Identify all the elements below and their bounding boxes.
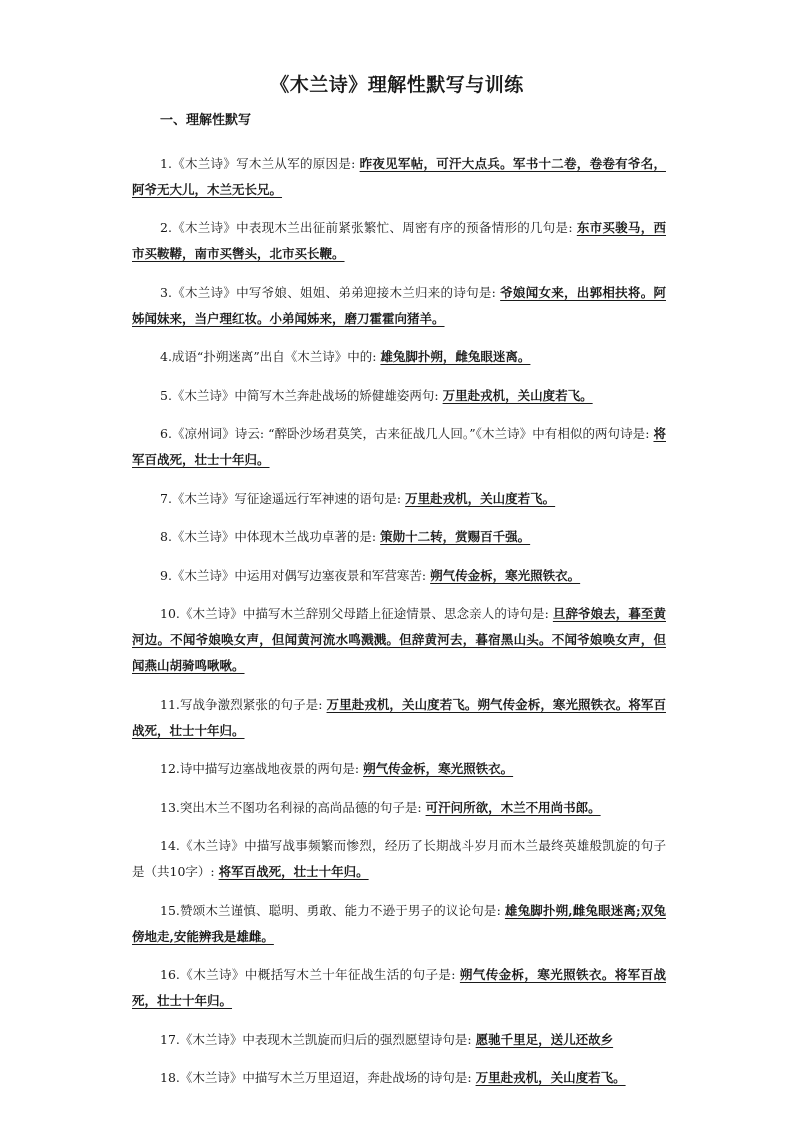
question-item [132, 524, 666, 550]
answer-text: 朔气传金柝，寒光照铁衣。 [363, 761, 514, 776]
answer-text: 将军百战死，壮士十年归。 [218, 864, 369, 879]
question-text: 3.《木兰诗》中写爷娘、姐姐、弟弟迎接木兰归来的诗句是: [160, 284, 501, 300]
question-text: 14.《木兰诗》中描写战事频繁而惨烈，经历了长期战斗岁月而木兰最终英雄般凯旋的句子是（共10字）: [132, 838, 666, 879]
question-text: 7.《木兰诗》写征途遥远行军神速的语句是: [160, 490, 406, 506]
question-item [132, 486, 666, 512]
answer-text: 雄兔脚扑朔，雌兔眼迷离。 [380, 349, 531, 364]
question-item [132, 1027, 666, 1053]
question-item [132, 756, 666, 782]
question-text: 11.写战争激烈紧张的句子是: [160, 696, 327, 712]
question-item [132, 280, 666, 332]
question-text: 1.《木兰诗》写木兰从军的原因是: [160, 155, 360, 171]
answer-text: 朔气传金柝，寒光照铁衣。将军百战死，壮士十年归。 [132, 967, 666, 1008]
answer-text: 可汗问所欲，木兰不用尚书郎。 [425, 799, 601, 815]
question-text: 6.《凉州词》诗云: “醉卧沙场君莫笑，古来征战几人回。”《木兰诗》中有相似的两句诗是: [160, 426, 654, 441]
answer-text: 旦辞爷娘去，暮至黄河边。不闻爷娘唤女声，但闻黄河流水鸣溅溅。但辞黄河去，暮宿黑山头。不闻爷娘唤女声，但闻燕山胡骑鸣啾啾。 [132, 606, 666, 673]
answer-text: 万里赴戎机，关山度若飞。朔气传金柝，寒光照铁衣。将军百战死，壮士十年归。 [132, 696, 666, 738]
question-item [132, 898, 666, 950]
question-item [132, 215, 666, 267]
question-list [132, 138, 666, 1097]
answer-text: 愿驰千里足，送儿还故乡 [475, 1031, 614, 1047]
question-text: 15.赞颂木兰谨慎、聪明、勇敢、能力不逊于男子的议论句是: [160, 902, 505, 918]
question-text: 2.《木兰诗》中表现木兰出征前紧张繁忙、周密有序的预备情形的几句是: [160, 220, 577, 235]
page-title: 《木兰诗》理解性默写与训练 [270, 74, 524, 96]
question-item [132, 344, 666, 370]
question-text: 12.诗中描写边塞战地夜景的两句是: [160, 761, 364, 776]
question-text: 17.《木兰诗》中表现木兰凯旋而归后的强烈愿望诗句是: [160, 1031, 476, 1047]
answer-text: 昨夜见军帖，可汗大点兵。军书十二卷，卷卷有爷名，阿爷无大儿，木兰无长兄。 [132, 155, 666, 197]
answer-text: 爷娘闻女来，出郭相扶将。阿姊闻妹来，当户理红妆。小弟闻姊来，磨刀霍霍向猪羊。 [132, 284, 666, 326]
answer-text: 朔气传金柝，寒光照铁衣。 [430, 567, 581, 583]
answer-text: 策勋十二转，赏赐百千强。 [380, 529, 531, 544]
question-item [132, 1065, 666, 1091]
answer-text: 东市买骏马，西市买鞍鞯，南市买辔头，北市买长鞭。 [132, 220, 666, 261]
question-text: 9.《木兰诗》中运用对偶写边塞夜景和军营寒苦: [160, 567, 431, 583]
question-item [132, 833, 666, 885]
question-text: 18.《木兰诗》中描写木兰万里迢迢，奔赴战场的诗句是: [160, 1070, 476, 1085]
answer-text: 将军百战死，壮士十年归。 [132, 426, 666, 467]
question-item [132, 151, 666, 203]
answer-text: 万里赴戎机，关山度若飞。 [405, 490, 556, 506]
question-text: 8.《木兰诗》中体现木兰战功卓著的是: [160, 529, 381, 544]
question-item [132, 795, 666, 821]
question-item [132, 383, 666, 409]
question-item [132, 692, 666, 744]
question-item [132, 601, 666, 679]
section-heading: 一、理解性默写 [160, 113, 252, 128]
question-text: 4.成语“扑朔迷离”出自《木兰诗》中的: [160, 349, 381, 364]
answer-text: 万里赴戎机，关山度若飞。 [442, 387, 593, 403]
question-item [132, 563, 666, 589]
answer-text: 雄兔脚扑朔,雌兔眼迷离;双兔傍地走,安能辨我是雄雌。 [132, 902, 666, 944]
question-text: 16.《木兰诗》中概括写木兰十年征战生活的句子是: [160, 967, 460, 982]
question-item [132, 962, 666, 1014]
question-text: 5.《木兰诗》中简写木兰奔赴战场的矫健雄姿两句: [160, 387, 443, 403]
question-text: 10.《木兰诗》中描写木兰辞别父母踏上征途情景、思念亲人的诗句是: [160, 606, 553, 621]
answer-text: 万里赴戎机，关山度若飞。 [475, 1070, 626, 1085]
question-item [132, 421, 666, 473]
question-text: 13.突出木兰不图功名利禄的高尚品德的句子是: [160, 799, 426, 815]
